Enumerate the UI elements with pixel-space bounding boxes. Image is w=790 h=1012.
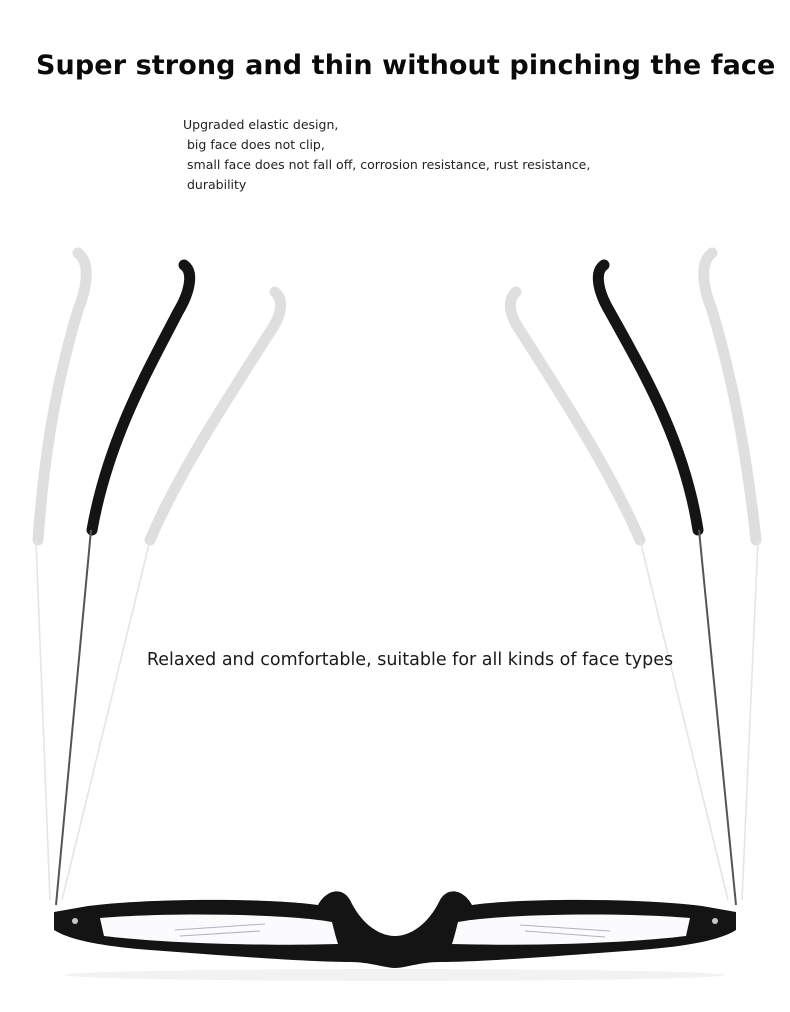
description-line: Upgraded elastic design,	[183, 117, 339, 132]
left-black-temple	[56, 265, 190, 905]
left-rivet	[72, 918, 78, 924]
headline: Super strong and thin without pinching the face	[36, 50, 776, 81]
right-inner-ghost-temple	[510, 292, 728, 900]
right-black-temple	[598, 265, 736, 905]
frame-shadow	[65, 969, 725, 981]
description-line: big face does not clip,	[187, 137, 325, 152]
left-outer-ghost-temple	[36, 253, 86, 900]
right-outer-ghost-temple	[704, 253, 758, 900]
description-line: small face does not fall off, corrosion resistance, rust resistance,	[187, 157, 591, 172]
glasses-front-frame	[54, 891, 736, 968]
description-list	[183, 115, 590, 195]
caption: Relaxed and comfortable, suitable for all kinds of face types	[146, 650, 674, 670]
left-inner-ghost-temple	[62, 292, 281, 900]
description-line: durability	[187, 177, 247, 192]
right-rivet	[712, 918, 718, 924]
